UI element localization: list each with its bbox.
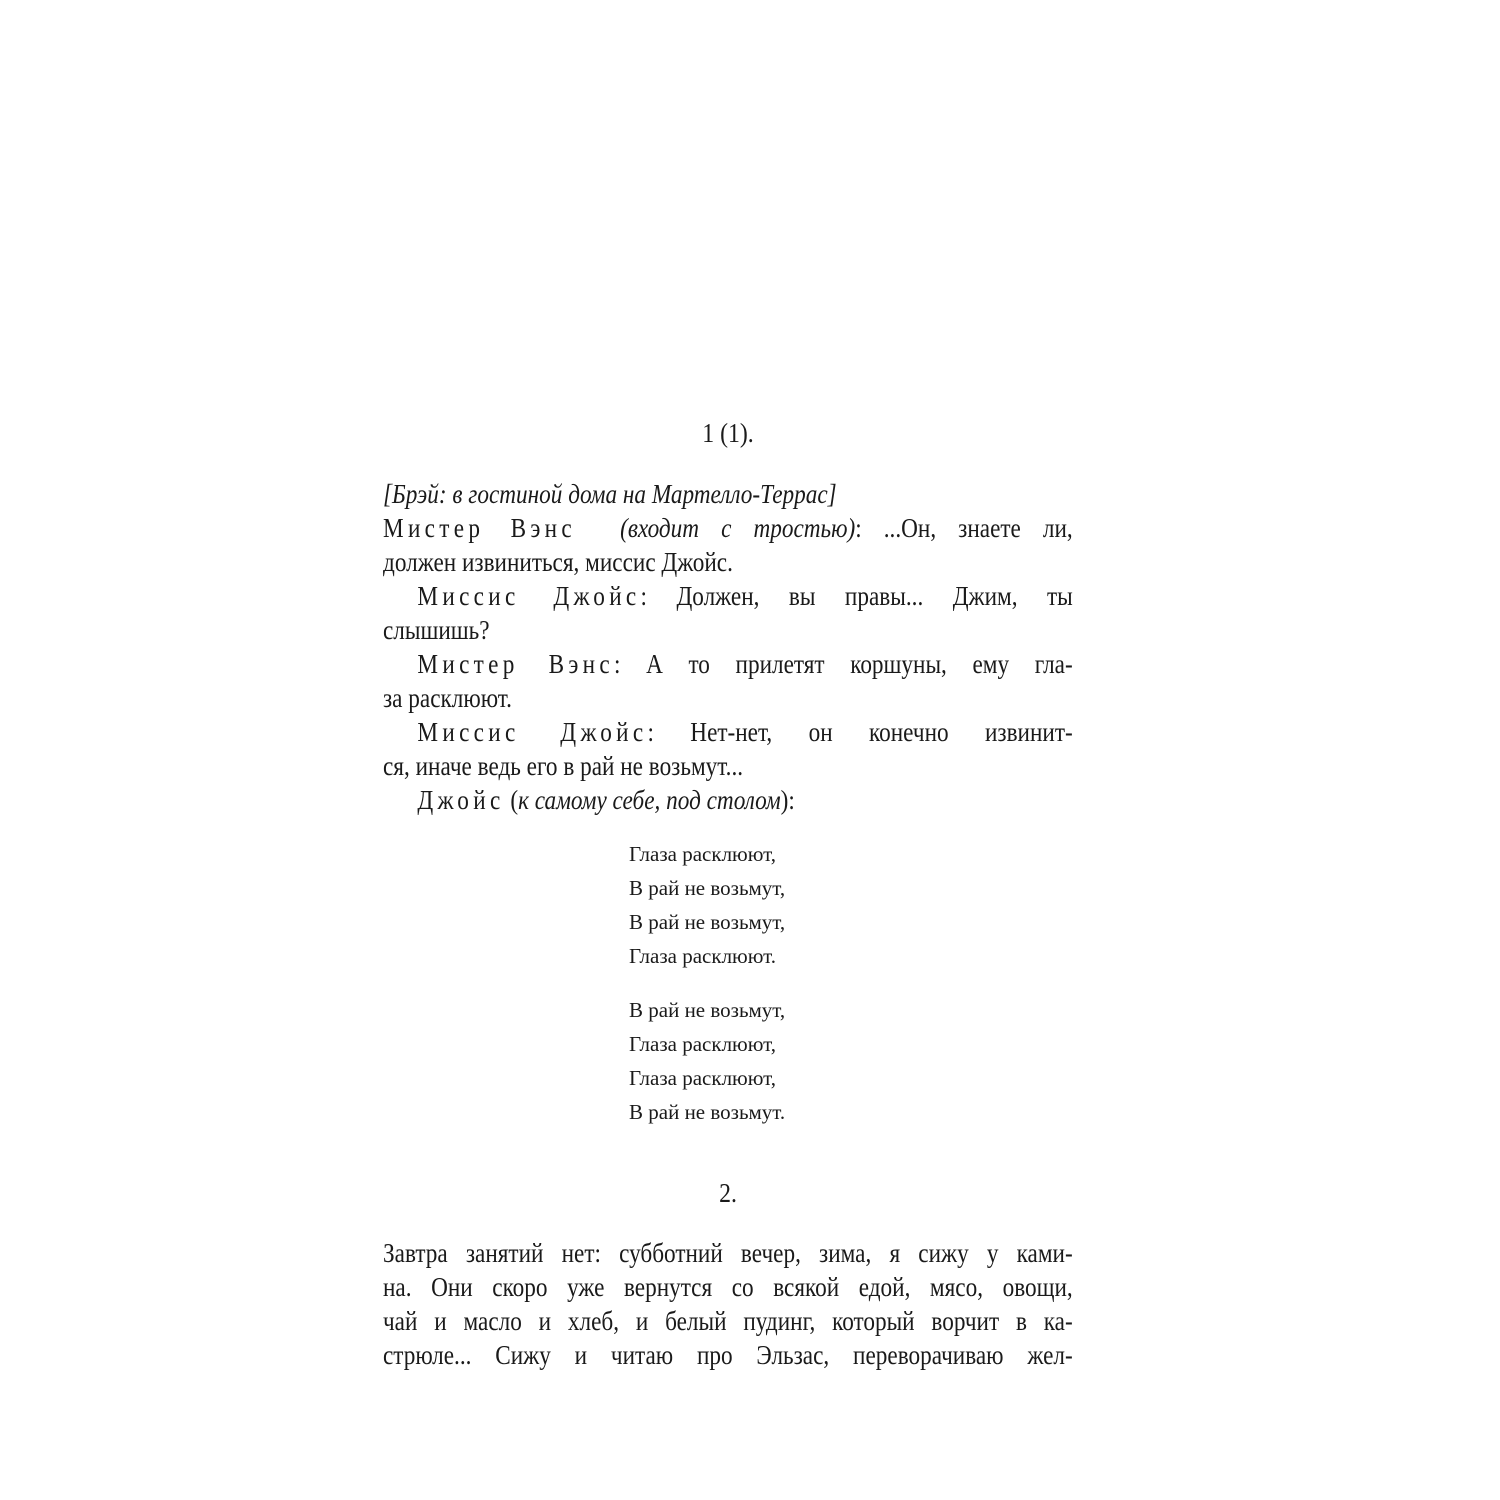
section-2-heading: 2. [719, 1178, 737, 1208]
verse-line: В рай не возьмут, [629, 876, 786, 900]
verse-line: В рай не возьмут, [629, 910, 786, 934]
dialogue-line: слышишь? [383, 615, 490, 645]
dialogue-line: Мистер Вэнс (входит с тростью): ...Он, знаете ли, [383, 513, 1073, 543]
verse-line: Глаза расклюют, [629, 1066, 776, 1090]
dialogue-line: ся, иначе ведь его в рай не возьмут... [383, 751, 744, 781]
stage-direction: [Брэй: в гостиной дома на Мартелло-Террас] [383, 479, 837, 509]
verse-line: Глаза расклюют, [629, 842, 776, 866]
dialogue-line: Миссис Джойс: Должен, вы правы... Джим, ты [417, 581, 1073, 611]
verse-line: Глаза расклюют. [629, 944, 776, 968]
speaker-name: Миссис Джойс [417, 717, 648, 747]
speaker-name: Мистер Вэнс [417, 649, 614, 679]
speaker-name: Мистер Вэнс [383, 513, 576, 543]
speaker-name: Миссис Джойс [417, 581, 641, 611]
dialogue-line: должен извиниться, миссис Джойс. [383, 547, 733, 577]
paragraph-line: на. Они скоро уже вернутся со всякой едой, мясо, овощи, [383, 1272, 1073, 1302]
paragraph-line: стрюле... Сижу и читаю про Эльзас, переворачиваю жел- [383, 1340, 1073, 1370]
stage-aside: (входит с тростью) [620, 513, 856, 543]
dialogue-line: Джойс (к самому себе, под столом): [417, 785, 795, 815]
dialogue-line: Миссис Джойс: Нет-нет, он конечно извинит- [417, 717, 1073, 747]
paragraph-line: Завтра занятий нет: субботний вечер, зима, я сижу у ками- [383, 1238, 1073, 1268]
verse-line: В рай не возьмут. [629, 1100, 786, 1124]
verse-line: В рай не возьмут, [629, 998, 786, 1022]
speaker-name: Джойс [417, 785, 505, 815]
dialogue-line: Мистер Вэнс: А то прилетят коршуны, ему гла- [417, 649, 1073, 679]
paragraph-line: чай и масло и хлеб, и белый пудинг, который ворчит в ка- [383, 1306, 1073, 1336]
verse-line: Глаза расклюют, [629, 1032, 776, 1056]
section-1-heading: 1 (1). [702, 418, 754, 448]
dialogue-line: за расклюют. [383, 683, 512, 713]
stage-aside: к самому себе, под столом [518, 785, 781, 815]
